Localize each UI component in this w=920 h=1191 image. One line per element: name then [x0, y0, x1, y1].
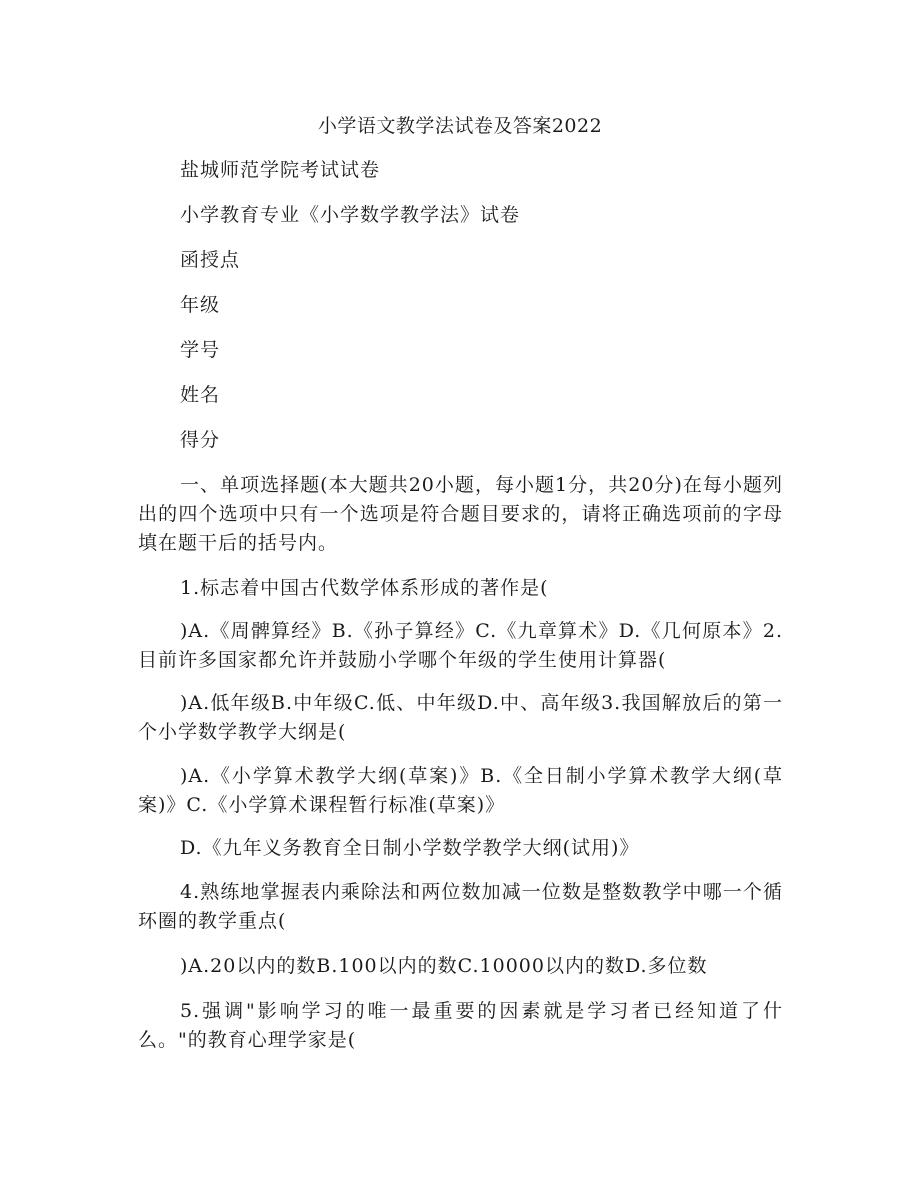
question-1-options-question-2: )A.《周髀算经》B.《孙子算经》C.《九章算术》D.《几何原本》2.目前许多国家都允许并鼓励小学哪个年级的学生使用计算器(: [138, 620, 783, 671]
section-instructions: 一、单项选择题(本大题共20小题，每小题1分，共20分)在每小题列出的四个选项中只有一个选项是符合题目要求的，请将正确选项前的字母填在题干后的括号内。: [138, 474, 783, 554]
header-line-grade: 年级: [180, 294, 221, 316]
header-line-score: 得分: [180, 429, 221, 451]
header-line-student-id: 学号: [180, 339, 221, 361]
question-1: 1.标志着中国古代数学体系形成的著作是(: [180, 577, 549, 599]
document-title: 小学语文教学法试卷及答案2022: [317, 115, 603, 137]
question-4-options: )A.20以内的数B.100以内的数C.10000以内的数D.多位数: [180, 955, 708, 977]
question-3-options: )A.《小学算术教学大纲(草案)》B.《全日制小学算术教学大纲(草案)》C.《小学算术课程暂行标准(草案)》: [138, 765, 783, 816]
header-line-course: 小学教育专业《小学数学教学法》试卷: [180, 204, 521, 226]
question-5: 5.强调"影响学习的唯一最重要的因素就是学习者已经知道了什么。"的教育心理学家是(: [138, 1000, 783, 1051]
header-line-name: 姓名: [180, 384, 221, 406]
header-line-school: 盐城师范学院考试试卷: [180, 159, 381, 181]
question-3-option-d: D.《九年义务教育全日制小学数学教学大纲(试用)》: [180, 837, 640, 859]
question-4: 4.熟练地掌握表内乘除法和两位数加减一位数是整数教学中哪一个循环圈的教学重点(: [138, 881, 783, 932]
header-line-center: 函授点: [180, 249, 241, 271]
question-2-options-question-3: )A.低年级B.中年级C.低、中年级D.中、高年级3.我国解放后的第一个小学数学教学大纲是(: [138, 692, 783, 743]
